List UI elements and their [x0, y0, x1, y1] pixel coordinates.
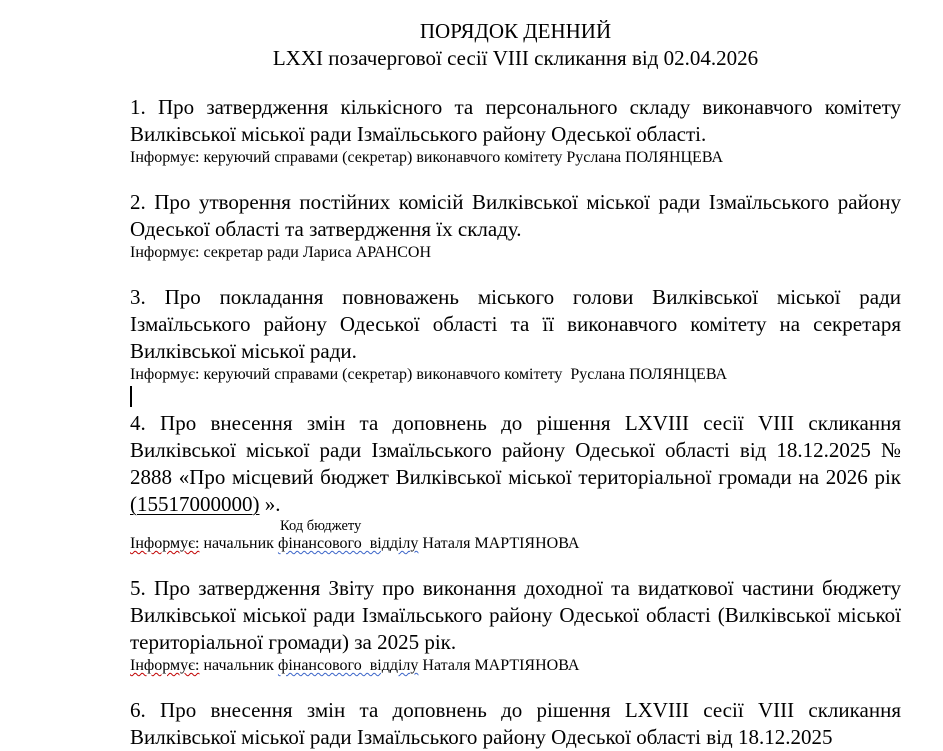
budget-code-value[interactable]: (15517000000): [130, 492, 260, 516]
grammar-flagged-phrase[interactable]: фінансового відділу: [277, 657, 419, 674]
agenda-item-6-text[interactable]: 6. Про внесення змін та доповнень до рішення LXVIII сесії VIII скликання Вилківської міської ради Ізмаїльського району Одеської області від 18.12.2025: [130, 698, 901, 749]
agenda-item-2-text[interactable]: 2. Про утворення постійних комісій Вилківської міської ради Ізмаїльського району Одеської області та затвердження їх складу.: [130, 190, 901, 241]
spellcheck-flagged-word[interactable]: Інформує:: [130, 535, 200, 552]
paragraph-gap: [130, 675, 901, 697]
document-title[interactable]: ПОРЯДОК ДЕННИЙ: [419, 19, 612, 43]
agenda-item-4-text-before[interactable]: 4. Про внесення змін та доповнень до рішення LXVIII сесії VIII скликання Вилківської міської ради Ізмаїльського району Одеської області від 18.12.2025 № 2888 «Про місцевий бюджет Вилківської міської територіальної громади на 2026 рік: [130, 411, 901, 489]
text-cursor: [130, 386, 132, 407]
agenda-item-2-informer[interactable]: Інформує: секретар ради Лариса АРАНСОН: [130, 244, 432, 261]
agenda-item-4-informer[interactable]: [130, 534, 901, 553]
agenda-item-3-informer[interactable]: Інформує: керуючий справами (секретар) виконавчого комітету Руслана ПОЛЯНЦЕВА: [130, 366, 728, 383]
paragraph-gap: [130, 167, 901, 189]
agenda-item-3-text[interactable]: 3. Про покладання повноважень міського голови Вилківської міської ради Ізмаїльського району Одеської області та її виконавчого комітету на секретаря Вилківської міської ради.: [130, 285, 901, 363]
grammar-flagged-phrase[interactable]: фінансового відділу: [277, 535, 419, 552]
agenda-item-4-text-after[interactable]: ».: [259, 492, 281, 516]
document-subtitle[interactable]: LXXI позачергової сесії VIII скликання від 02.04.2026: [272, 46, 759, 70]
agenda-item-1-text[interactable]: 1. Про затвердження кількісного та персонального складу виконавчого комітету Вилківської міської ради Ізмаїльського району Одеської області.: [130, 95, 901, 146]
budget-code-caption[interactable]: Код бюджету: [280, 518, 362, 534]
title-block: [130, 18, 901, 72]
paragraph-gap: [130, 553, 901, 575]
informer-text[interactable]: начальник: [199, 535, 278, 552]
informer-text[interactable]: начальник: [199, 657, 278, 674]
spellcheck-flagged-word[interactable]: Інформує:: [130, 657, 200, 674]
agenda-item-1-informer[interactable]: Інформує: керуючий справами (секретар) виконавчого комітету Руслана ПОЛЯНЦЕВА: [130, 149, 724, 166]
paragraph-gap: [130, 72, 901, 94]
agenda-item-5-text[interactable]: 5. Про затвердження Звіту про виконання доходної та видаткової частини бюджету Вилківської міської ради Ізмаїльського району Одеської області (Вилківської міської територіальної громади) за 2025 рік.: [130, 576, 901, 654]
agenda-item-4-text[interactable]: [130, 410, 901, 518]
agenda-item-5-informer[interactable]: [130, 656, 901, 675]
paragraph-gap: [130, 262, 901, 284]
informer-text[interactable]: Наталя МАРТІЯНОВА: [418, 535, 580, 552]
empty-paragraph[interactable]: [130, 384, 901, 410]
informer-text[interactable]: Наталя МАРТІЯНОВА: [418, 657, 580, 674]
